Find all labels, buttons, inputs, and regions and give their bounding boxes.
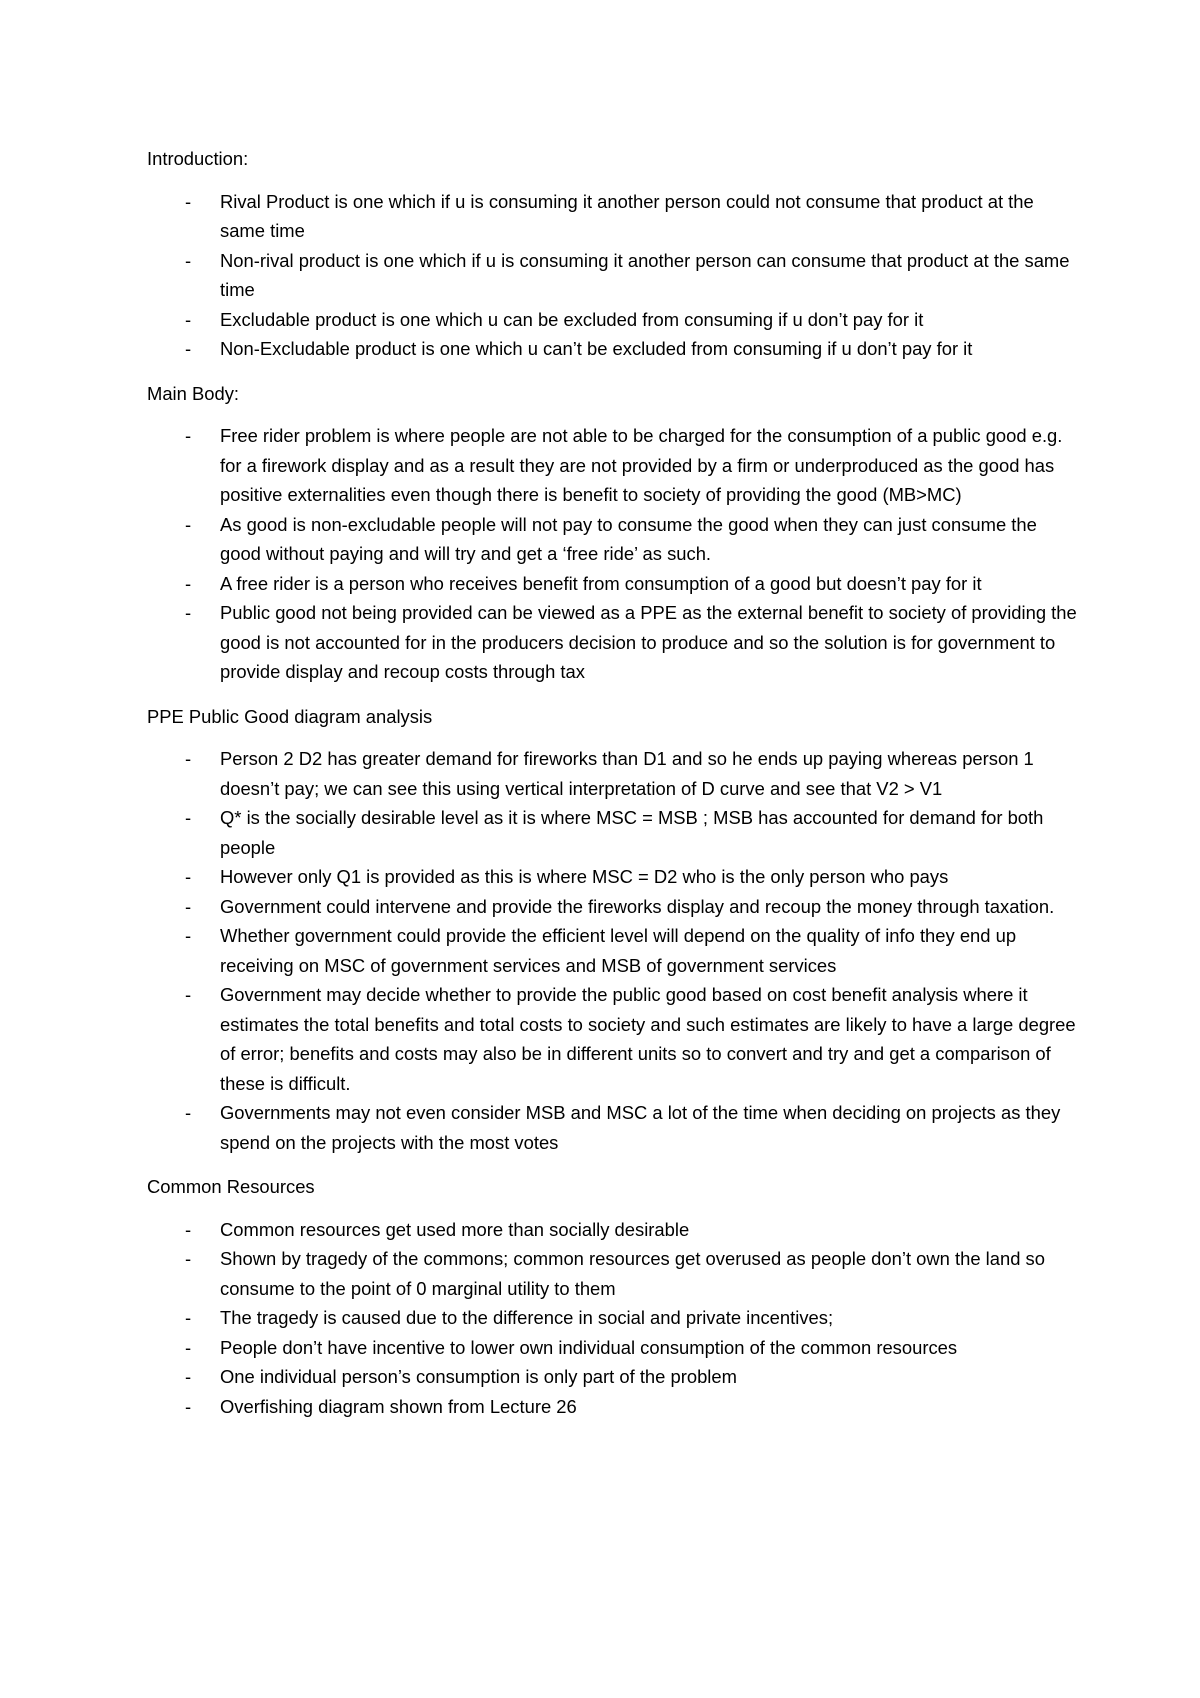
list-item [147,510,1077,569]
list-item-text: Overfishing diagram shown from Lecture 26 [220,1395,577,1417]
dash-bullet-icon: - [185,1248,192,1269]
section-heading: Main Body: [147,382,239,404]
list-item [147,892,1077,922]
dash-bullet-icon: - [185,513,192,535]
list-item-text: Common resources get used more than socially desirable [220,1218,690,1240]
dash-bullet-icon: - [185,249,192,271]
list-item-text: Government could intervene and provide the fireworks display and recoup the money through taxation. [220,895,1055,917]
bullet-list [147,421,1077,687]
list-item-text: The tragedy is caused due to the difference in social and private incentives; [220,1307,834,1328]
list-item [147,1392,1077,1422]
list-item-text: Public good not being provided can be viewed as a PPE as the external benefit to society of providing the good is not accounted for in the producers decision to produce and so the solution is for government to provide display and recoup costs through tax [220,602,1077,682]
section-heading: Introduction: [147,148,249,169]
list-item [147,569,1077,599]
list-item-text: Non-rival product is one which if u is consuming it another person can consume that product at the same time [220,249,1070,300]
list-item-text: Rival Product is one which if u is consuming it another person could not consume that product at the same time [220,190,1034,241]
dash-bullet-icon: - [185,338,192,359]
dash-bullet-icon: - [185,308,192,330]
dash-bullet-icon: - [185,807,192,828]
dash-bullet-icon: - [185,1218,192,1240]
list-item [147,1098,1077,1157]
dash-bullet-icon: - [185,1366,192,1387]
list-item-text: Q* is the socially desirable level as it is where MSC = MSB ; MSB has accounted for demand for both people [220,807,1044,858]
list-item-text: A free rider is a person who receives benefit from consumption of a good but doesn’t pay for it [220,572,982,594]
list-item [147,1303,1077,1333]
dash-bullet-icon: - [185,984,192,1005]
list-item-text: People don’t have incentive to lower own individual consumption of the common resources [220,1336,958,1358]
dash-bullet-icon: - [185,1307,192,1328]
section-common-resources [147,1172,1077,1421]
list-item-text: Free rider problem is where people are not able to be charged for the consumption of a public good e.g. for a firework display and as a result they are not provided by a firm or underproduced as the good has positive externalities even though there is benefit to society of providing the good (MB>MC) [220,425,1063,505]
dash-bullet-icon: - [185,895,192,917]
list-item-text: Shown by tragedy of the commons; common resources get overused as people don’t own the land so consume to the point of 0 marginal utility to them [220,1248,1045,1299]
list-item [147,803,1077,862]
list-item [147,305,1077,335]
list-item [147,187,1077,246]
list-item [147,921,1077,980]
list-item-text: However only Q1 is provided as this is where MSC = D2 who is the only person who pays [220,866,949,887]
dash-bullet-icon: - [185,1395,192,1417]
list-item-text: Excludable product is one which u can be excluded from consuming if u don’t pay for it [220,308,924,330]
dash-bullet-icon: - [185,602,192,623]
dash-bullet-icon: - [185,866,192,887]
dash-bullet-icon: - [185,1102,192,1123]
section-heading: Common Resources [147,1176,315,1197]
list-item-text: Governments may not even consider MSB and MSC a lot of the time when deciding on projects as they spend on the projects with the most votes [220,1102,1061,1153]
section-main-body [147,379,1077,687]
list-item [147,1362,1077,1392]
list-item [147,334,1077,364]
list-item [147,246,1077,305]
bullet-list [147,187,1077,364]
dash-bullet-icon: - [185,748,192,769]
list-item [147,862,1077,892]
dash-bullet-icon: - [185,1336,192,1358]
list-item [147,1244,1077,1303]
document-page [147,144,1077,1436]
section-heading: PPE Public Good diagram analysis [147,705,433,727]
list-item [147,744,1077,803]
section-introduction [147,144,1077,364]
dash-bullet-icon: - [185,190,192,212]
dash-bullet-icon: - [185,925,192,946]
section-ppe-public-good [147,702,1077,1158]
bullet-list [147,1215,1077,1422]
list-item-text: Whether government could provide the efficient level will depend on the quality of info they end up receiving on MSC of government services and MSB of government services [220,925,1017,976]
list-item [147,980,1077,1098]
list-item [147,1215,1077,1245]
list-item-text: Person 2 D2 has greater demand for fireworks than D1 and so he ends up paying whereas person 1 doesn’t pay; we can see this using vertical interpretation of D curve and see that V2 > V1 [220,748,1034,799]
dash-bullet-icon: - [185,425,192,446]
list-item [147,421,1077,510]
list-item-text: As good is non-excludable people will not pay to consume the good when they can just consume the good without paying and will try and get a ‘free ride’ as such. [220,513,1037,564]
list-item-text: Government may decide whether to provide the public good based on cost benefit analysis where it estimates the total benefits and total costs to society and such estimates are likely to have a large degree of error; benefits and costs may also be in different units so to convert and try and get a comparison of these is difficult. [220,984,1076,1094]
list-item [147,598,1077,687]
list-item [147,1333,1077,1363]
list-item-text: One individual person’s consumption is only part of the problem [220,1366,737,1387]
dash-bullet-icon: - [185,572,192,594]
bullet-list [147,744,1077,1157]
list-item-text: Non-Excludable product is one which u can’t be excluded from consuming if u don’t pay for it [220,338,973,359]
